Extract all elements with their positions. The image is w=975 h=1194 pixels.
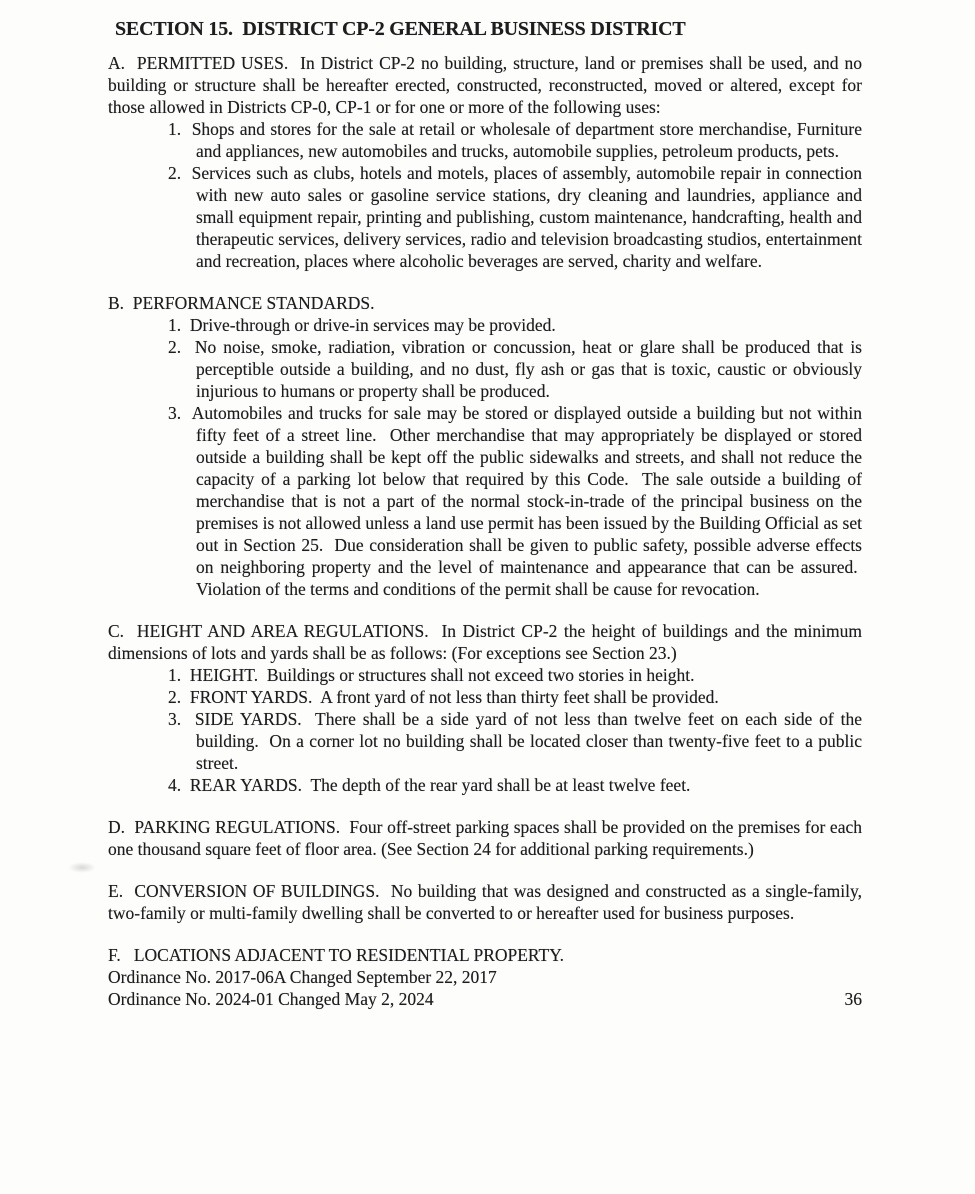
section-b: [108, 292, 862, 600]
footer-ordinance-line-1: Ordinance No. 2017-06A Changed September 22, 2017: [108, 967, 497, 987]
section-c-item-2: 2. FRONT YARDS. A front yard of not less than thirty feet shall be provided.: [168, 687, 719, 707]
section-a: [108, 52, 862, 272]
section-c-item-3: 3. SIDE YARDS. There shall be a side yard of not less than twelve feet on each side of the building. On a corner lot no building shall be located closer than twenty-five feet to a public street.: [168, 709, 862, 773]
section-b-item-2: 2. No noise, smoke, radiation, vibration or concussion, heat or glare shall be produced that is perceptible outside a building, and no dust, fly ash or gas that is toxic, caustic or obviously injurious to humans or property shall be produced.: [168, 337, 862, 401]
footer-ordinance-line-2: Ordinance No. 2024-01 Changed May 2, 2024: [108, 989, 434, 1009]
section-d: [108, 816, 862, 860]
section-e-paragraph: E. CONVERSION OF BUILDINGS. No building that was designed and constructed as a single-family, two-family or multi-family dwelling shall be converted to or hereafter used for business purposes.: [108, 881, 862, 923]
page-number: 36: [844, 989, 862, 1009]
section-b-item-1: 1. Drive-through or drive-in services may be provided.: [168, 315, 556, 335]
section-b-item-3: 3. Automobiles and trucks for sale may be stored or displayed outside a building but not within fifty feet of a street line. Other merchandise that may appropriately be displayed or stored outside a building shall be kept off the public sidewalks and streets, and shall not reduce the capacity of a parking lot below that required by this Code. The sale outside a building of merchandise that is not a part of the normal stock-in-trade of the principal business on the premises is not allowed unless a land use permit has been issued by the Building Official as set out in Section 25. Due consideration shall be given to public safety, possible adverse effects on neighboring property and the level of maintenance and appearance that can be assured. Violation of the terms and conditions of the permit shall be cause for revocation.: [168, 403, 862, 599]
section-c-item-4: 4. REAR YARDS. The depth of the rear yard shall be at least twelve feet.: [168, 775, 691, 795]
section-c-intro: C. HEIGHT AND AREA REGULATIONS. In District CP-2 the height of buildings and the minimum dimensions of lots and yards shall be as follows: (For exceptions see Section 23.): [108, 621, 862, 663]
section-b-intro: B. PERFORMANCE STANDARDS.: [108, 293, 375, 313]
section-f-heading: F. LOCATIONS ADJACENT TO RESIDENTIAL PROPERTY.: [108, 945, 564, 965]
section-c: [108, 620, 862, 796]
page-title: SECTION 15. DISTRICT CP-2 GENERAL BUSINESS DISTRICT: [115, 18, 686, 40]
section-c-item-1: 1. HEIGHT. Buildings or structures shall not exceed two stories in height.: [168, 665, 695, 685]
footer-row: [108, 988, 862, 1010]
section-f-and-footer: [108, 944, 862, 1010]
section-a-intro: A. PERMITTED USES. In District CP-2 no building, structure, land or premises shall be used, and no building or structure shall be hereafter erected, constructed, reconstructed, moved or altered, except for those allowed in Districts CP-0, CP-1 or for one or more of the following uses:: [108, 53, 862, 117]
document-content: [108, 16, 862, 1010]
section-a-item-2: 2. Services such as clubs, hotels and motels, places of assembly, automobile repair in connection with new auto sales or gasoline service stations, dry cleaning and laundries, appliance and small equipment repair, printing and publishing, custom maintenance, handcrafting, health and therapeutic services, delivery services, radio and television broadcasting studios, entertainment and recreation, places where alcoholic beverages are served, charity and welfare.: [168, 163, 862, 271]
scan-artifact-smudge: [68, 862, 96, 873]
section-e: [108, 880, 862, 924]
section-a-item-1: 1. Shops and stores for the sale at retail or wholesale of department store merchandise, Furniture and appliances, new automobiles and trucks, automobile supplies, petroleum products, pets.: [168, 119, 862, 161]
section-d-paragraph: D. PARKING REGULATIONS. Four off-street parking spaces shall be provided on the premises for each one thousand square feet of floor area. (See Section 24 for additional parking requirements.): [108, 817, 862, 859]
